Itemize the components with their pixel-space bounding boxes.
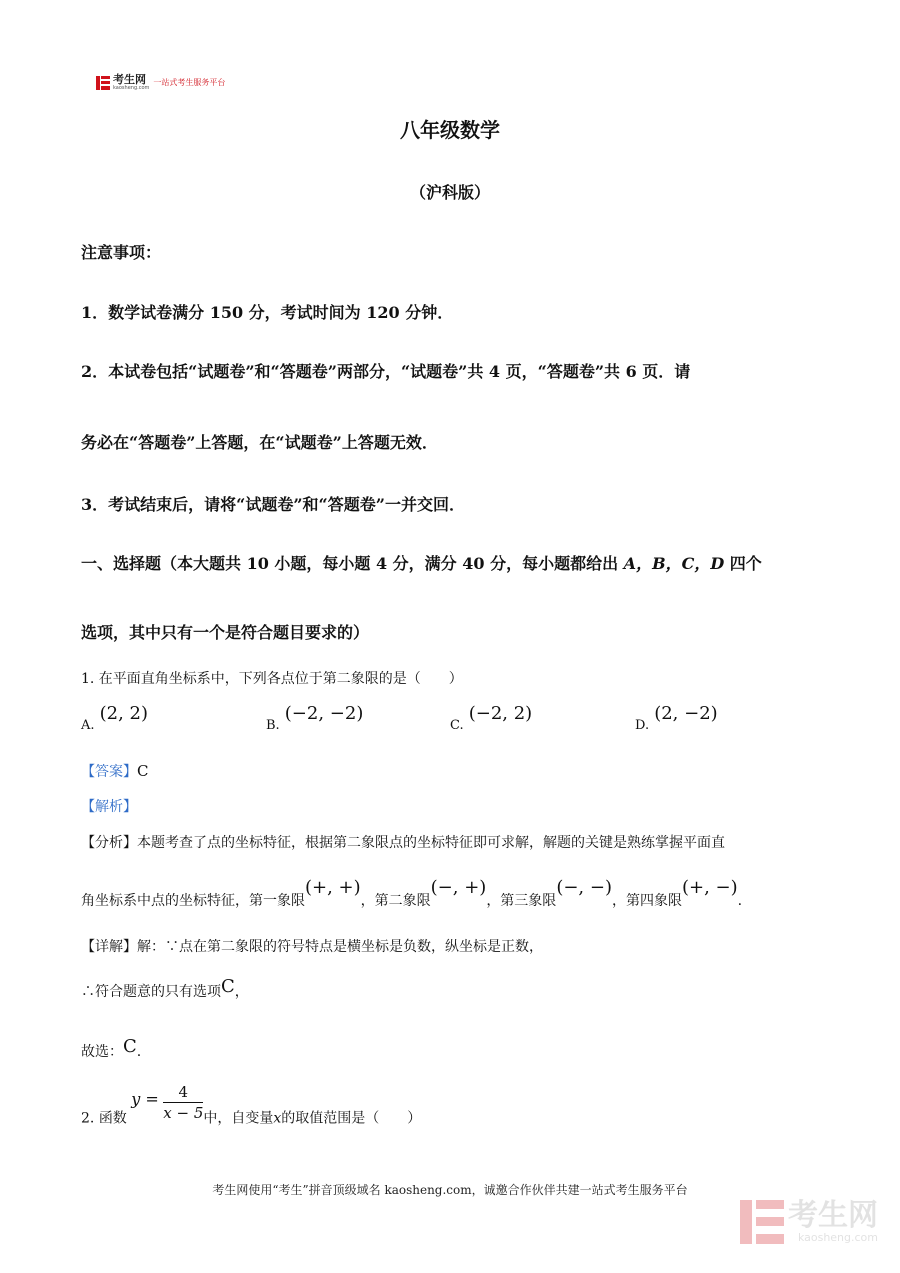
logo-slogan: 一站式考生服务平台 <box>153 78 226 87</box>
q1-option-d-label: D. <box>635 718 650 733</box>
analysis-tag: 【解析】 <box>81 799 137 815</box>
quadrant-1-sign: (+, +) <box>305 877 361 898</box>
answer-value: C <box>137 762 149 780</box>
q1-option-b-value: (−2, −2) <box>284 703 364 724</box>
page-title: 八年级数学 <box>400 118 500 142</box>
q1-option-d <box>635 703 718 733</box>
notes-item-1: 1．数学试卷满分 150 分，考试时间为 120 分钟． <box>81 303 454 322</box>
fenxi-text-2a: 角坐标系中点的坐标特征，第一象限 <box>81 893 305 909</box>
q1-option-c-label: C. <box>450 718 464 733</box>
detail-tag: 【详解】 <box>81 939 137 955</box>
q1-option-a-value: (2, 2) <box>99 703 149 724</box>
choose-value: C <box>123 1036 137 1057</box>
logo-name: 考生网 <box>113 73 146 86</box>
fenxi-text-1: 本题考查了点的坐标特征，根据第二象限点的坐标特征即可求解，解题的关键是熟练掌握平面直 <box>137 835 725 851</box>
q1-option-b <box>266 703 363 733</box>
choose-text: 故选： <box>81 1044 123 1060</box>
quadrant-4-sign: (+, −) <box>681 877 738 898</box>
therefore-text: ∴符合题意的只有选项 <box>81 984 221 1000</box>
watermark-logo-icon <box>740 1200 784 1244</box>
quadrant-3-sign: (−, −) <box>556 877 612 898</box>
quadrant-2-sign: (−, +) <box>430 877 487 898</box>
watermark <box>740 1197 878 1244</box>
q2-number: 2. <box>81 1110 95 1127</box>
q2-prefix: 函数 <box>98 1110 127 1127</box>
detail-line <box>81 936 543 956</box>
section-heading-line-2: 选项，其中只有一个是符合题目要求的） <box>81 623 370 642</box>
q2-lhs: y = <box>131 1089 159 1109</box>
page-footer: 考生网使用“考生”拼音顶级域名 kaosheng.com，诚邀合作伙伴共建一站式考生服务平台 <box>212 1183 688 1197</box>
page-subtitle: （沪科版） <box>409 183 490 202</box>
notes-item-3: 3．考试结束后，请将“试题卷”和“答题卷”一并交回． <box>81 495 465 514</box>
q1-option-a-label: A. <box>81 718 95 733</box>
notes-heading: 注意事项： <box>81 243 162 262</box>
q2-stem <box>81 1082 421 1128</box>
logo-mark-icon <box>96 76 110 90</box>
q1-stem: 1. 在平面直角坐标系中，下列各点位于第二象限的是（ ） <box>81 671 463 687</box>
q2-numerator: 4 <box>163 1082 203 1103</box>
q2-denominator: x − 5 <box>163 1104 204 1122</box>
therefore-value: C <box>221 976 235 997</box>
logo-domain: kaosheng.com <box>113 85 150 91</box>
section-heading-text-b: 四个 <box>724 554 762 573</box>
notes-item-2-line-1: 2．本试卷包括“试题卷”和“答题卷”两部分，“试题卷”共 4 页，“答题卷”共 6 页．请 <box>81 362 691 381</box>
q1-option-d-value: (2, −2) <box>654 703 718 724</box>
watermark-name: 考生网 <box>788 1197 878 1233</box>
q2-variable: x <box>273 1110 282 1127</box>
q1-option-b-label: B. <box>266 718 280 733</box>
choose-line <box>81 1036 141 1061</box>
fenxi-tag: 【分析】 <box>81 835 137 851</box>
q1-option-c-value: (−2, 2) <box>468 703 533 724</box>
fenxi-line-2 <box>81 877 742 910</box>
fenxi-text-end: . <box>737 893 743 909</box>
fenxi-text-2b: ，第二象限 <box>360 893 431 909</box>
choose-end: . <box>136 1044 142 1060</box>
therefore-end: ， <box>234 984 249 1000</box>
q1-answer <box>81 761 148 781</box>
notes-item-2-line-2: 务必在“答题卷”上答题，在“试题卷”上答题无效． <box>81 433 438 452</box>
q1-option-c <box>450 703 532 733</box>
q2-fraction <box>163 1082 203 1123</box>
fenxi-text-2c: ，第三象限 <box>486 893 557 909</box>
section-heading-line-1 <box>81 551 762 574</box>
therefore-line <box>81 976 249 1001</box>
section-heading-letters: A，B，C，D <box>623 554 725 573</box>
section-heading-text-a: 一、选择题（本大题共 10 小题，每小题 4 分，满分 40 分，每小题都给出 <box>81 554 624 573</box>
q2-middle: 中，自变量 <box>203 1110 274 1127</box>
answer-tag: 【答案】 <box>81 764 137 780</box>
q2-suffix: 的取值范围是（ ） <box>281 1110 422 1127</box>
watermark-domain: kaosheng.com <box>797 1230 878 1244</box>
detail-text: 解：∵点在第二象限的符号特点是横坐标是负数，纵坐标是正数， <box>137 939 543 955</box>
header-logo <box>96 74 225 91</box>
q1-option-a <box>81 703 148 733</box>
fenxi-line-1 <box>81 832 725 852</box>
fenxi-text-2d: ，第四象限 <box>611 893 682 909</box>
